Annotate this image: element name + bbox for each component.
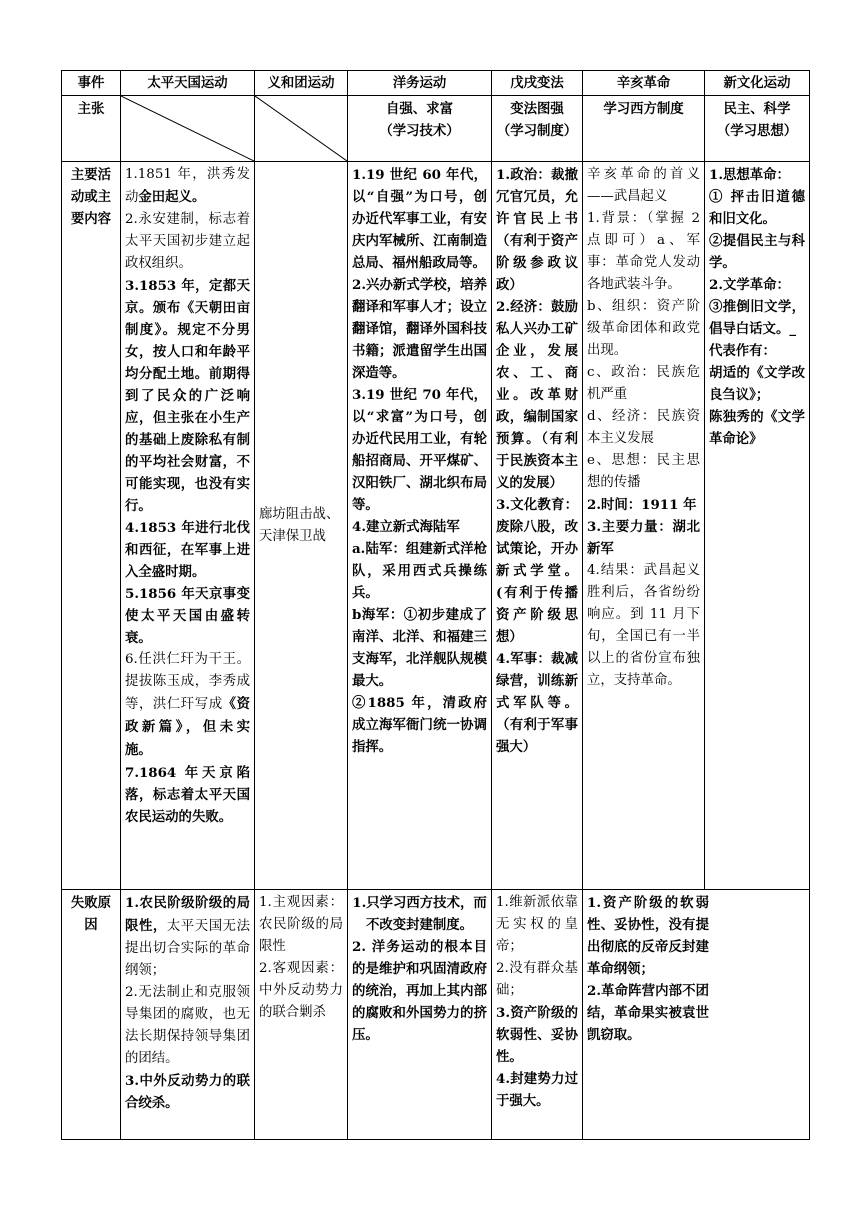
taiping-item-4: 4.1853 年进行北伐和西征，在军事上进入全盛时期。 (125, 520, 250, 580)
activities-yangwu (348, 162, 492, 890)
xinwenhua-item: 代表作有： (709, 343, 776, 359)
xinhai-item: 辛亥革命的首义——武昌起义 (587, 167, 700, 204)
xinhai-item: e、思想：民主思想的传播 (587, 453, 700, 490)
header-row (62, 71, 810, 96)
row-failure (62, 890, 810, 1140)
yangwu-item: 3.19 世纪 70 年代，以“求富”为口号，创办近代民用工业，有轮船招商局、开平煤矿、汉阳铁厂、湖北织布局等。 (352, 387, 487, 513)
xinwenhua-item: 1.思想革命： (709, 167, 790, 183)
failure-taiping-item: 2.无法制止和克服领导集团的腐败，也无法长期保持领导集团的团结。 (125, 985, 250, 1066)
failure-wuxu: 1.维新派依靠无实权的皇帝； 2.没有群众基础； 3.资产阶级的软弱性、妥协性。 4.封建势力过于强大。 (492, 890, 583, 1140)
wuxu-item: 4.军事：裁减绿营，训练新式军队等。（有利于军事强大） (496, 651, 578, 755)
row-activities (62, 162, 810, 890)
header-taiping: 太平天国运动 (121, 71, 255, 96)
failure-taiping-item: 3.中外反动势力的联合绞杀。 (125, 1073, 250, 1111)
xinhai-item: 3.主要力量：湖北新军 (587, 519, 700, 557)
failure-yihetuan: 1.主观因素：农民阶级的局限性 2.客观因素：中外反动势力的联合剿杀 (255, 890, 348, 1140)
wuxu-item: 2.经济：鼓励私人兴办工矿企业，发展农、工、商业。改革财政，编制国家预算。（有利于民族资本主义的发展） (496, 299, 578, 491)
header-wuxu: 戊戌变法 (492, 71, 583, 96)
xinhai-item: 1.背景：（掌握 2 点即可）a、军事：革命党人发动各地武装斗争。 (587, 211, 700, 292)
wuxu-item: 3.文化教育：废除八股，改试策论，开办新式学堂。(有利于传播资产阶级思想） (496, 497, 578, 645)
header-xinhai: 辛亥革命 (583, 71, 705, 96)
yangwu-item: 4.建立新式海陆军 (352, 519, 460, 535)
activities-taiping (121, 162, 255, 890)
header-yangwu: 洋务运动 (348, 71, 492, 96)
xinwenhua-item: ②提倡民主与科学。 (709, 233, 805, 271)
diagonal-line (255, 96, 347, 161)
xinwenhua-item: 陈独秀的《文学革命论》 (709, 409, 805, 447)
taiping-item-3: 3.1853 年，定都天京。颁布《天朝田亩制度》。规定不分男女，按人口和年龄平均分配土地。前期得到了民众的广泛响应，但主张在小生产的基础上废除私有制的平均社会财富，不可能实现，也没有实行。 (125, 278, 250, 514)
activities-wuxu (492, 162, 583, 890)
header-xinwenhua: 新文化运动 (705, 71, 810, 96)
diagonal-line (121, 96, 254, 161)
failure-xinhai: 1.资产阶级的软弱性、妥协性，没有提出彻底的反帝反封建革命纲领； 2.革命阵营内部不团结，革命果实被袁世凯窃取。 (583, 890, 810, 1140)
failure-yangwu: 1.只学习西方技术，而不改变封建制度。 2. 洋务运动的根本目的是维护和巩固清政府的统治，再加上其内部的腐败和外国势力的挤压。 (348, 890, 492, 1140)
zhuzhang-wuxu: 变法图强 （学习制度） (492, 96, 583, 162)
label-zhuzhang: 主张 (62, 96, 121, 162)
xinwenhua-item: 胡适的《文学改良刍议》； (709, 365, 805, 403)
zhuzhang-xinwenhua: 民主、科学 （学习思想） (705, 96, 810, 162)
label-failure: 失败原因 (62, 890, 121, 1140)
empty-diagonal-cell-yihetuan (255, 96, 348, 162)
taiping-item-1: 1.1851 年，洪秀发动金田起义。 (125, 167, 250, 205)
wuxu-item: 1.政治：裁撤冗官冗员，允许官民上书（有利于资产阶级参政议政） (496, 167, 578, 293)
yangwu-item: a.陆军：组建新式洋枪队，采用西式兵操练兵。 (352, 541, 487, 601)
xinhai-item: 2.时间：1911 年 (587, 497, 697, 513)
taiping-item-2: 2.永安建制，标志着太平天国初步建立起政权组织。 (125, 212, 250, 271)
yangwu-item: ②1885 年，清政府成立海军衙门统一协调指挥。 (352, 695, 487, 755)
failure-taiping-item: 1.农民阶级阶级的局限性，太平天国无法提出切合实际的革命纲领； (125, 895, 251, 978)
yangwu-item: 1.19 世纪 60 年代，以“自强”为口号，创办近代军事工业，有安庆内军械所、江南制造总局、福州船政局等。 (352, 167, 487, 271)
activities-yihetuan: 廊坊阻击战、 天津保卫战 (255, 162, 348, 890)
taiping-item-5: 5.1856 年天京事变使太平天国由盛转衰。 (125, 586, 250, 646)
activities-xinhai (583, 162, 705, 890)
activities-xinwenhua (705, 162, 810, 890)
failure-taiping (121, 890, 255, 1140)
xinhai-item: b、组织：资产阶级革命团体和政党出现。 (587, 299, 700, 358)
zhuzhang-xinhai: 学习西方制度 (583, 96, 705, 162)
xinhai-item: 4.结果：武昌起义胜利后，各省纷纷响应。到 11 月下旬，全国已有一半以上的省份宣布独立，支持革命。 (587, 563, 700, 688)
taiping-item-7: 7.1864 年天京陷落，标志着太平天国农民运动的失败。 (125, 765, 250, 825)
xinwenhua-item: ③推倒旧文学，倡导白话文。_ (709, 299, 805, 337)
zhuzhang-yangwu: 自强、求富 （学习技术） (348, 96, 492, 162)
taiping-item-6: 6.任洪仁玕为干王。提拔陈玉成，李秀成等，洪仁玕写成《资政新篇》，但未实施。 (125, 652, 251, 758)
label-activities: 主要活动或主要内容 (62, 162, 121, 890)
row-zhuzhang (62, 96, 810, 162)
xinwenhua-item: 2.文学革命： (709, 277, 790, 293)
empty-diagonal-cell-taiping (121, 96, 255, 162)
xinhai-item: d、经济：民族资本主义发展 (587, 409, 700, 446)
yangwu-item: b海军：①初步建成了南洋、北洋、和福建三支海军，北洋舰队规模最大。 (352, 607, 487, 689)
xinhai-item: c、政治：民族危机严重 (587, 365, 700, 402)
yangwu-item: 2.兴办新式学校，培养翻译和军事人才；设立翻译馆，翻译外国科技书籍；派遣留学生出国深造等。 (352, 277, 487, 381)
xinwenhua-item: ① 抨击旧道德和旧文化。 (709, 189, 805, 227)
history-comparison-table (61, 70, 810, 1140)
header-event: 事件 (62, 71, 121, 96)
header-yihetuan: 义和团运动 (255, 71, 348, 96)
